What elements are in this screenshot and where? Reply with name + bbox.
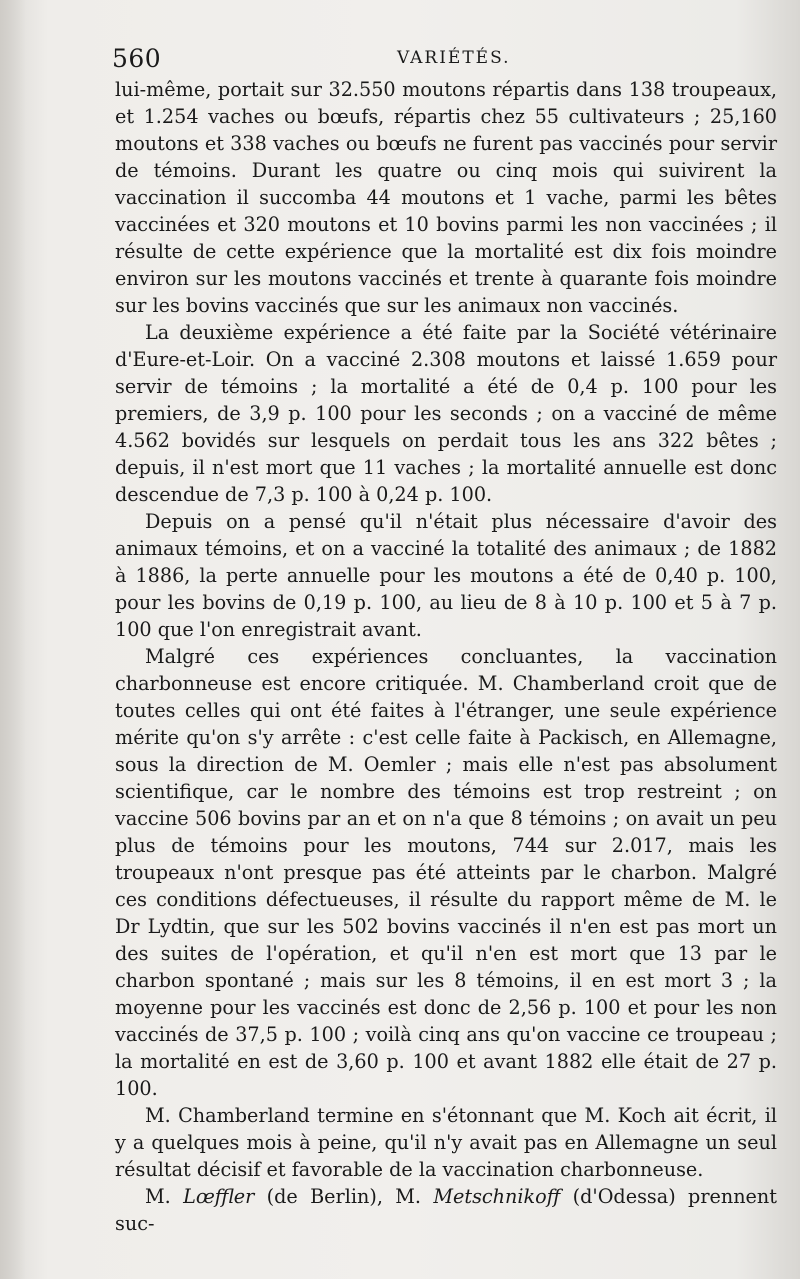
author-name-metschnikoff: Metschnikoff <box>433 1185 561 1208</box>
page-number: 560 <box>112 44 162 73</box>
paragraph-6-mid: (de Berlin), M. <box>254 1185 434 1208</box>
paragraph-2: La deuxième expérience a été faite par la Société vétérinaire d'Eure-et-Loir. On a vacciné 2.308 moutons et laissé 1.659 pour servir de témoins ; la mortalité a été de 0,4 p. 100 pour les premiers, de 3,9 p. 100 pour les seconds ; on a vacciné de même 4.562 bovidés sur lesquels on perdait tous les ans 322 bêtes ; depuis, il n'est mort que 11 vaches ; la mortalité annuelle est donc descendue de 7,3 p. 100 à 0,24 p. 100. <box>115 321 777 506</box>
author-name-loeffler: Lœffler <box>183 1185 255 1208</box>
body-text <box>115 76 777 1237</box>
paragraph-3: Depuis on a pensé qu'il n'était plus nécessaire d'avoir des animaux témoins, et on a vacciné la totalité des animaux ; de 1882 à 1886, la perte annuelle pour les moutons a été de 0,40 p. 100, pour les bovins de 0,19 p. 100, au lieu de 8 à 10 p. 100 et 5 à 7 p. 100 que l'on enregistrait avant. <box>115 510 777 641</box>
paragraph-5: M. Chamberland termine en s'étonnant que M. Koch ait écrit, il y a quelques mois à peine, qu'il n'y avait pas en Allemagne un seul résultat décisif et favorable de la vaccination charbonneuse. <box>115 1104 777 1181</box>
paragraph-6 <box>115 1183 777 1237</box>
paragraph-6-post: (d'Odessa) prennent suc- <box>115 1185 777 1235</box>
paragraph-6-pre: M. <box>145 1185 184 1208</box>
running-header <box>112 44 760 74</box>
page-gutter-shadow <box>0 0 26 1279</box>
paragraph-4: Malgré ces expériences concluantes, la vaccination charbonneuse est encore critiquée. M. Chamberland croit que de toutes celles qui ont été faites à l'étranger, une seule expérience mérite qu'on s'y arrête : c'est celle faite à Packisch, en Allemagne, sous la direction de M. Oemler ; mais elle n'est pas absolument scientifique, car le nombre des témoins est trop restreint ; on vaccine 506 bovins par an et on n'a que 8 témoins ; on avait un peu plus de témoins pour les moutons, 744 sur 2.017, mais les troupeaux n'ont presque pas été atteints par le charbon. Malgré ces conditions défectueuses, il résulte du rapport même de M. le Dr Lydtin, que sur les 502 bovins vaccinés il n'en est pas mort un des suites de l'opération, et qu'il n'en est mort que 13 par le charbon spontané ; mais sur les 8 témoins, il en est mort 3 ; la moyenne pour les vaccinés est donc de 2,56 p. 100 et pour les non vaccinés de 37,5 p. 100 ; voilà cinq ans qu'on vaccine ce troupeau ; la mortalité en est de 3,60 p. 100 et avant 1882 elle était de 27 p. 100. <box>115 645 777 1100</box>
section-title: VARIÉTÉS. <box>397 48 511 68</box>
paragraph-1: lui-même, portait sur 32.550 moutons répartis dans 138 troupeaux, et 1.254 vaches ou bœufs, répartis chez 55 cultivateurs ; 25,160 moutons et 338 vaches ou bœufs ne furent pas vaccinés pour servir de témoins. Durant les quatre ou cinq mois qui suivirent la vaccination il succomba 44 moutons et 1 vache, parmi les bêtes vaccinées et 320 moutons et 10 bovins parmi les non vaccinées ; il résulte de cette expérience que la mortalité est dix fois moindre environ sur les moutons vaccinés et trente à quarante fois moindre sur les bovins vaccinés que sur les animaux non vaccinés. <box>115 78 777 317</box>
